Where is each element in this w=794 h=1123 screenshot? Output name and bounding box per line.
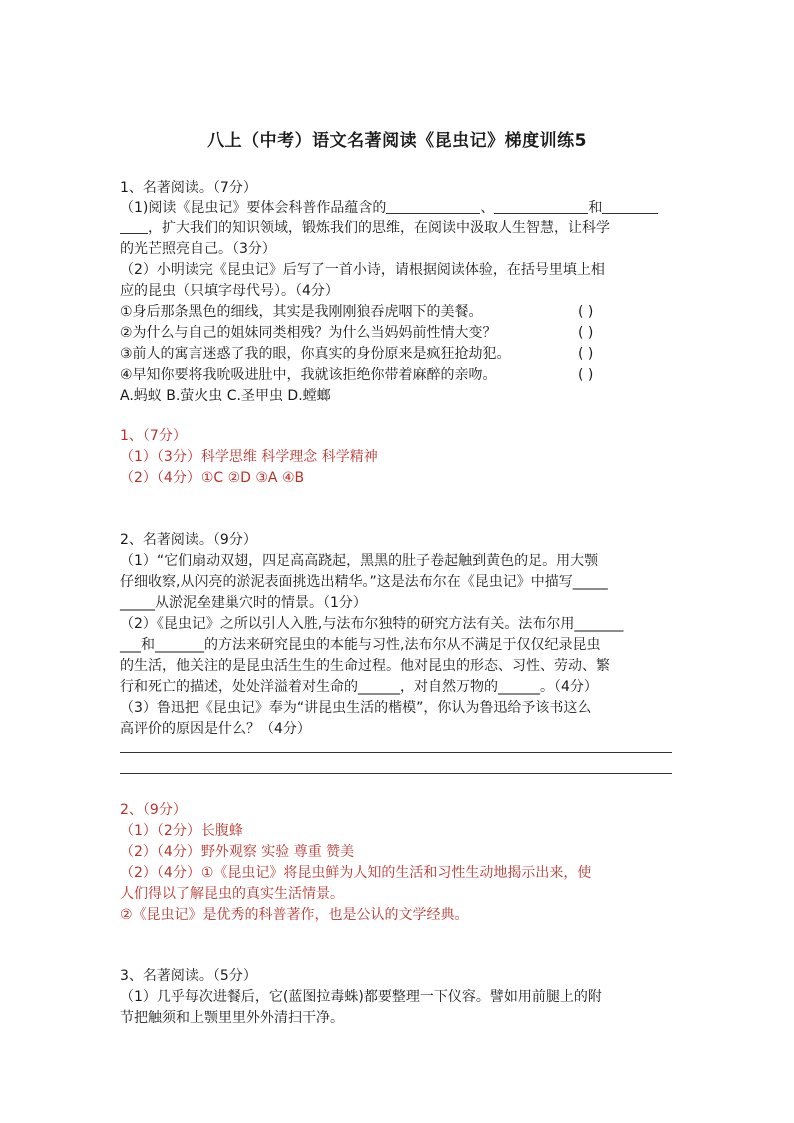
answer-line[interactable]: [120, 773, 672, 774]
q2-line6: 的生活，他关注的是昆虫活生生的生命过程。他对昆虫的形态、习性、劳动、繁: [120, 658, 610, 674]
q2-line9: 高评价的原因是什么？（4分）: [120, 721, 311, 737]
q2-line7: 行和死亡的描述，处处洋溢着对生命的______，对自然万物的______。（4分）: [120, 679, 598, 695]
poem-line-1: ①身后那条黑色的细线，其实是我刚刚狼吞虎咽下的美餐。: [120, 304, 483, 320]
q2-line3: _____从淤泥垒建巢穴时的情景。（1分）: [120, 595, 367, 611]
q1-options: A.蚂蚁 B.萤火虫 C.圣甲虫 D.螳螂: [120, 388, 331, 404]
document-title: 八上（中考）语文名著阅读《昆虫记》梯度训练5: [207, 131, 587, 151]
q3-line2: 节把触须和上颚里里外外清扫干净。: [120, 1010, 344, 1026]
q1-part1-and: 和: [588, 200, 603, 216]
q2-line8: （3）鲁迅把《昆虫记》奉为“讲昆虫生活的楷模”，你认为鲁迅给予该书这么: [120, 700, 592, 716]
a1-line2: （2）（4分）①C ②D ③A ④B: [120, 470, 305, 486]
q1-heading: 1、名著阅读。（7分）: [120, 180, 257, 196]
q1-part1-line2-text: ，扩大我们的知识领域，锻炼我们的思维，在阅读中汲取人生智慧，让科学: [148, 220, 610, 236]
q3-line1: （1）几乎每次进餐后，它(蓝图拉毒蛛)都要整理一下仪容。譬如用前腿上的附: [120, 989, 602, 1005]
q3-heading: 3、名著阅读。（5分）: [120, 968, 257, 984]
answer-line[interactable]: [120, 752, 672, 753]
answer-paren[interactable]: ( ): [578, 304, 594, 320]
q1-part2-line2: 应的昆虫（只填字母代号）。（4分）: [120, 283, 339, 299]
answer-paren[interactable]: ( ): [578, 346, 594, 362]
a2-line4: 人们得以了解昆虫的真实生活情景。: [120, 886, 344, 902]
q1-part1-line3: 的光芒照亮自己。（3分）: [120, 241, 276, 257]
q1-part1-line1: [120, 198, 676, 218]
answer-blank[interactable]: [494, 199, 588, 214]
q2-line1: （1）“它们扇动双翅，四足高高跷起，黑黑的肚子卷起触到黄色的足。用大颚: [120, 553, 599, 569]
a2-line3: （2）（4分）①《昆虫记》将昆虫鲜为人知的生活和习性生动地揭示出来，使: [120, 865, 592, 881]
answer-paren[interactable]: ( ): [578, 367, 594, 383]
q2-heading: 2、名著阅读。（9分）: [120, 532, 257, 548]
a1-heading: 1、（7分）: [120, 428, 187, 444]
q2-line4: （2）《昆虫记》之所以引人入胜,与法布尔独特的研究方法有关。法布尔用_______: [120, 616, 624, 632]
a1-line1: （1）（3分）科学思维 科学理念 科学精神: [120, 449, 378, 465]
q1-part1-line2: [120, 218, 676, 238]
a2-line5: ②《昆虫记》是优秀的科普著作，也是公认的文学经典。: [120, 907, 469, 923]
a2-heading: 2、（9分）: [120, 802, 187, 818]
q1-part1-text: （1)阅读《昆虫记》要体会科普作品蕴含的: [120, 200, 387, 216]
q1-part1-sep: 、: [480, 200, 495, 216]
a2-line1: （1）（2分）长腹蜂: [120, 823, 243, 839]
poem-line-3: ③前人的寓言迷惑了我的眼，你真实的身份原来是疯狂抢劫犯。: [120, 346, 511, 362]
poem-line-2: ②为什么与自己的姐妹同类相残？为什么当妈妈前性情大变？: [120, 325, 497, 341]
answer-blank[interactable]: [602, 199, 658, 214]
answer-blank[interactable]: [120, 219, 148, 234]
q1-part2-line1: （2）小明读完《昆虫记》后写了一首小诗，请根据阅读体验，在括号里填上相: [120, 262, 605, 278]
a2-line2: （2）（4分）野外观察 实验 尊重 赞美: [120, 844, 355, 860]
q2-line2: 仔细收察,从闪亮的淤泥表面挑选出精华。”这是法布尔在《昆虫记》中描写_____: [120, 574, 608, 590]
answer-paren[interactable]: ( ): [578, 325, 594, 341]
answer-blank[interactable]: [386, 199, 480, 214]
q2-line5: ___和_______的方法来研究昆虫的本能与习性,法布尔从不满足于仅仅纪录昆虫: [120, 637, 601, 653]
poem-line-4: ④早知你要将我吮吸进肚中，我就该拒绝你带着麻醉的亲吻。: [120, 367, 497, 383]
